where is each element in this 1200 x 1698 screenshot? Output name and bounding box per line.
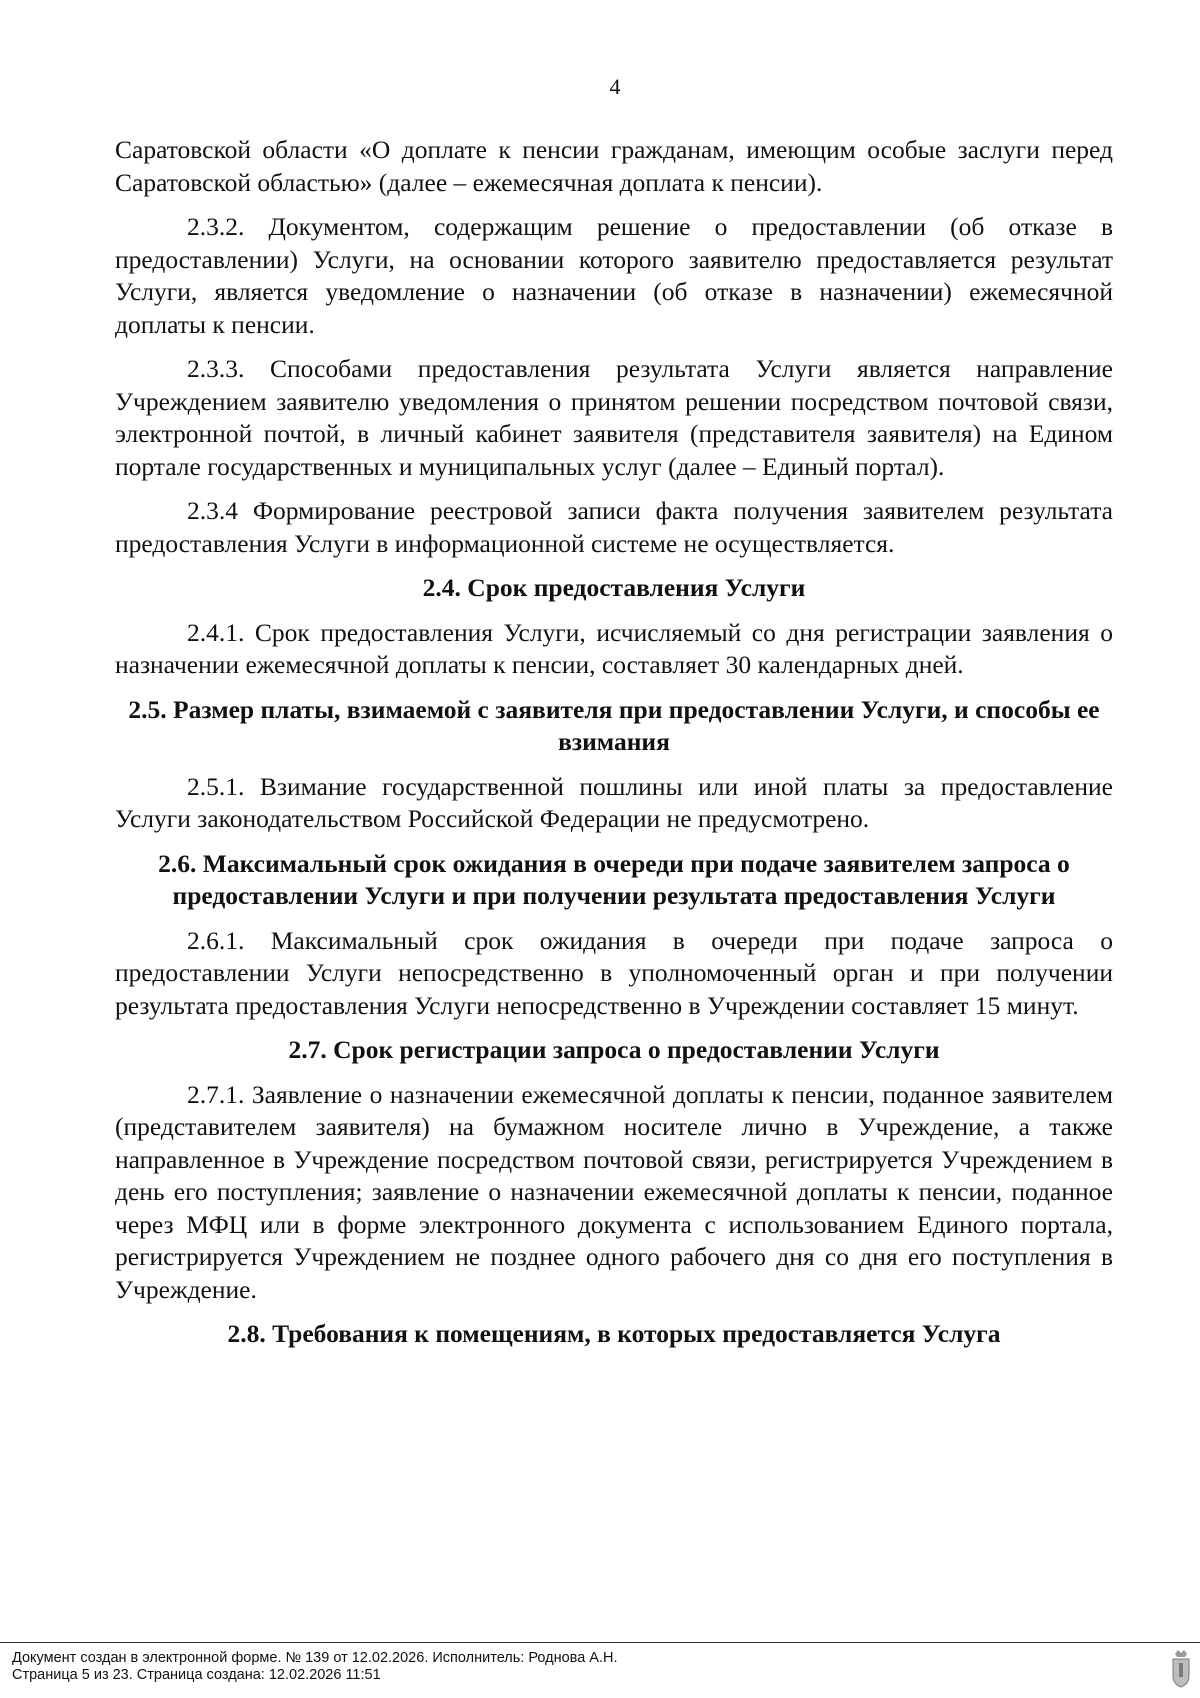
- heading-2-7: 2.7. Срок регистрации запроса о предоставлении Услуги: [288, 1035, 940, 1064]
- paragraph-2-6-1: 2.6.1. Максимальный срок ожидания в очереди при подаче запроса о предоставлении Услуги непосредственно в уполномоченный орган и при получении результата предоставления Услуги непосредственно в Учреждении составляет 15 минут.: [115, 925, 1113, 1020]
- paragraph-2-7-1: 2.7.1. Заявление о назначении ежемесячной доплаты к пенсии, поданное заявителем (представителем заявителя) на бумажном носителе лично в Учреждение, а также направленное в Учреждение посредством почтовой связи, регистрируется Учреждением в день его поступления; заявление о назначении ежемесячной доплаты к пенсии, поданное через МФЦ или в форме электронного документа с использованием Единого портала, регистрируется Учреждением не позднее одного рабочего дня со дня его поступления в Учреждение.: [115, 1079, 1113, 1304]
- paragraph-2-3-4: 2.3.4 Формирование реестровой записи факта получения заявителем результата предоставления Услуги в информационной системе не осуществляется.: [115, 496, 1113, 558]
- coat-of-arms-icon: [1170, 1648, 1192, 1688]
- paragraph-2-3-2: 2.3.2. Документом, содержащим решение о предоставлении (об отказе в предоставлении) Услуги, на основании которого заявителю предоставляется результат Услуги, является уведомление о назначении (об отказе в назначении) ежемесячной доплаты к пенсии.: [115, 212, 1113, 339]
- paragraph-2-4-1: 2.4.1. Срок предоставления Услуги, исчисляемый со дня регистрации заявления о назначении ежемесячной доплаты к пенсии, составляет 30 календарных дней.: [115, 617, 1113, 679]
- footer-document-info: Документ создан в электронной форме. № 139 от 12.02.2026. Исполнитель: Роднова А.Н.: [12, 1650, 618, 1666]
- footer-divider: [0, 1642, 1200, 1643]
- footer-page-info: Страница 5 из 23. Страница создана: 12.02.2026 11:51: [12, 1667, 381, 1683]
- paragraph-2-5-1: 2.5.1. Взимание государственной пошлины или иной платы за предоставление Услуги законодательством Российской Федерации не предусмотрено.: [115, 771, 1113, 833]
- heading-2-4: 2.4. Срок предоставления Услуги: [422, 573, 806, 602]
- paragraph-continuation: Саратовской области «О доплате к пенсии гражданам, имеющим особые заслуги перед Саратовской областью» (далее – ежемесячная доплата к пенсии).: [115, 135, 1113, 197]
- page-number: 4: [609, 74, 621, 99]
- heading-2-6: 2.6. Максимальный срок ожидания в очереди при подаче заявителем запроса о предоставлении Услуги и при получении результата предоставления Услуги: [158, 848, 1070, 910]
- heading-2-8: 2.8. Требования к помещениям, в которых предоставляется Услуга: [227, 1319, 1001, 1348]
- document-footer: [12, 1650, 618, 1684]
- paragraph-2-3-3: 2.3.3. Способами предоставления результата Услуги является направление Учреждением заявителю уведомления о принятом решении посредством почтовой связи, электронной почтой, в личный кабинет заявителя (представителя заявителя) на Едином портале государственных и муниципальных услуг (далее – Единый портал).: [115, 354, 1113, 481]
- document-body: [115, 134, 1113, 1363]
- heading-2-5: 2.5. Размер платы, взимаемой с заявителя при предоставлении Услуги, и способы ее взимания: [128, 694, 1100, 756]
